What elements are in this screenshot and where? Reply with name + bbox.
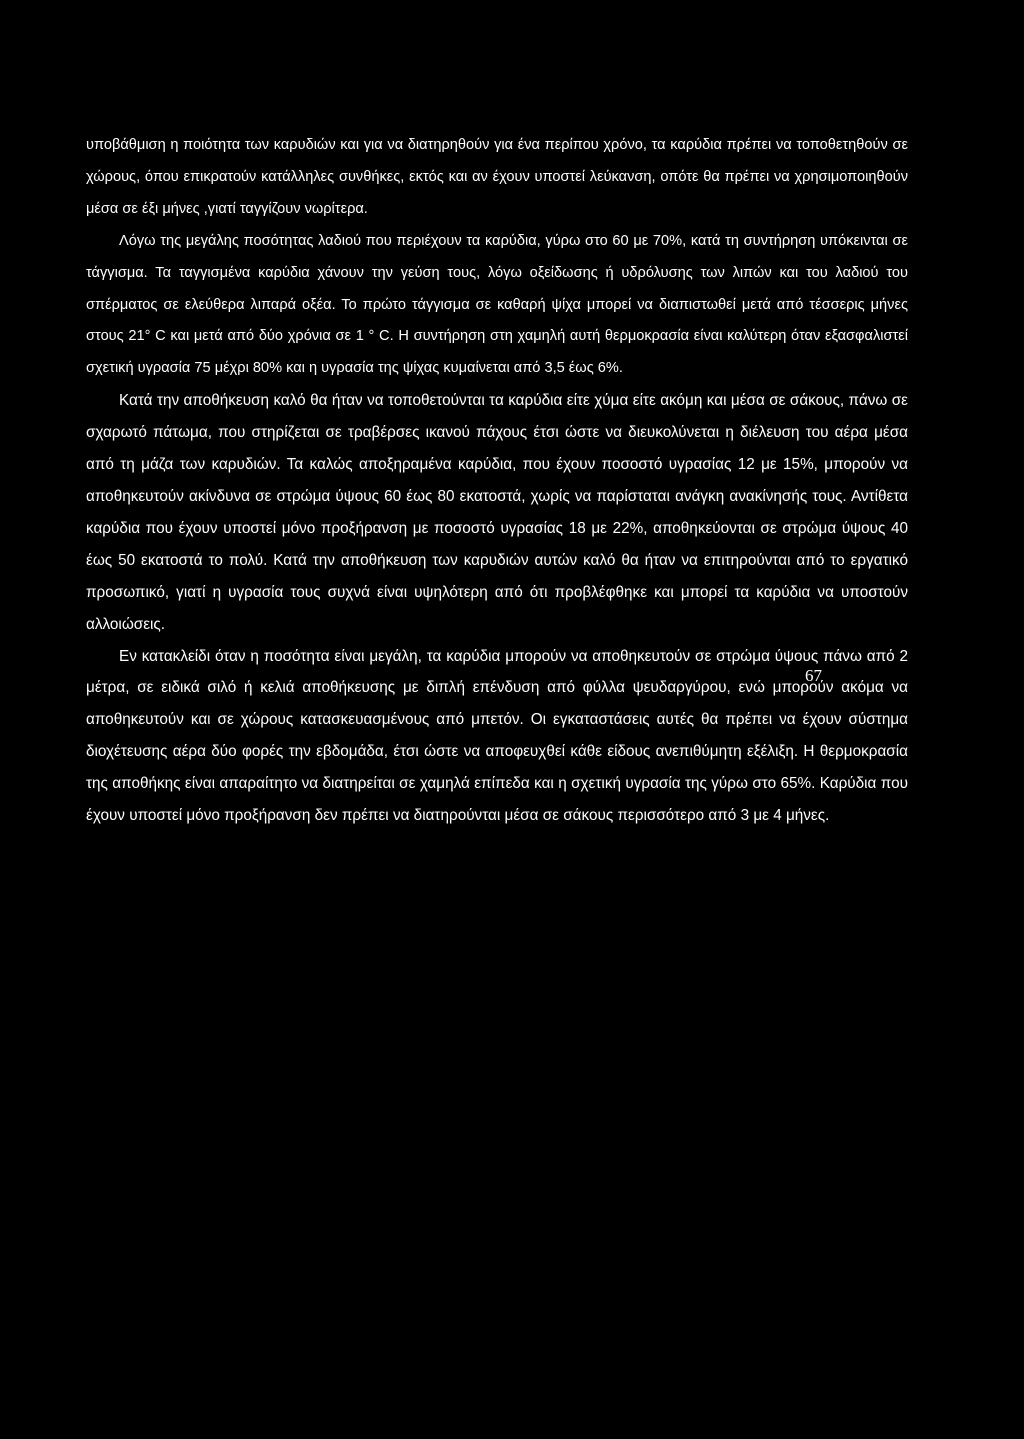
- paragraph-1: υποβάθμιση η ποιότητα των καρυδιών και για να διατηρηθούν για ένα περίπου χρόνο, τα καρύδια πρέπει να τοποθετηθούν σε χώρους, όπου επικρατούν κατάλληλες συνθήκες, εκτός και αν έχουν υποστεί λεύκανση, οπότε θα πρέπει να χρησιμοποιηθούν μέσα σε έξι μήνες ,γιατί ταγγίζουν νωρίτερα.: [86, 137, 908, 217]
- page-number: 67: [805, 666, 822, 685]
- paragraph-4: Εν κατακλείδι όταν η ποσότητα είναι μεγάλη, τα καρύδια μπορούν να αποθηκευτούν σε στρώμα ύψους πάνω από 2 μέτρα, σε ειδικά σιλό ή κελιά αποθήκευσης με διπλή επένδυση από φύλλα ψευδαργύρου, ενώ μπορούν ακόμα να αποθηκευτούν και σε χώρους κατασκευασμένους από μπετόν. Οι εγκαταστάσεις αυτές θα πρέπει να έχουν σύστημα διοχέτευσης αέρα δύο φορές την εβδομάδα, έτσι ώστε να αποφευχθεί κάθε είδους ανεπιθύμητη εξέλιξη. Η θερμοκρασία της αποθήκης είναι απαραίτητο να διατηρείται σε χαμηλά επίπεδα και η σχετική υγρασία της γύρω στο 65%. Καρύδια που έχουν υποστεί μόνο προξήρανση δεν πρέπει να διατηρούνται μέσα σε σάκους περισσότερο από 3 με 4 μήνες.: [86, 647, 908, 825]
- paragraph-2: Λόγω της μεγάλης ποσότητας λαδιού που περιέχουν τα καρύδια, γύρω στο 60 με 70%, κατά τη συντήρηση υπόκεινται σε τάγγισμα. Τα ταγγισμένα καρύδια χάνουν την γεύση τους, λόγω οξείδωσης ή υδρόλυσης των λιπών και του λαδιού του σπέρματος σε ελεύθερα λιπαρά οξέα. Το πρώτο τάγγισμα σε καθαρή ψίχα μπορεί να διαπιστωθεί μετά από τέσσερις μήνες στους 21° C και μετά από δύο χρόνια σε 1 ° C. Η συντήρηση στη χαμηλή αυτή θερμοκρασία είναι καλύτερη όταν εξασφαλιστεί σχετική υγρασία 75 μέχρι 80% και η υγρασία της ψίχας κυμαίνεται από 3,5 έως 6%.: [86, 232, 908, 377]
- document-page: [86, 130, 908, 832]
- paragraph-3: Κατά την αποθήκευση καλό θα ήταν να τοποθετούνται τα καρύδια είτε χύμα είτε ακόμη και μέσα σε σάκους, πάνω σε σχαρωτό πάτωμα, που στηρίζεται σε τραβέρσες ικανού πάχους έτσι ώστε να διευκολύνεται η διέλευση του αέρα μέσα από τη μάζα των καρυδιών. Τα καλώς αποξηραμένα καρύδια, που έχουν ποσοστό υγρασίας 12 με 15%, μπορούν να αποθηκευτούν ακίνδυνα σε στρώμα ύψους 60 έως 80 εκατοστά, χωρίς να παρίσταται ανάγκη ανακίνησής τους. Αντίθετα καρύδια που έχουν υποστεί μόνο προξήρανση με ποσοστό υγρασίας 18 με 22%, αποθηκεύονται σε στρώμα ύψους 40 έως 50 εκατοστά το πολύ. Κατά την αποθήκευση των καρυδιών αυτών καλό θα ήταν να επιτηρούνται από το εργατικό προσωπικό, γιατί η υγρασία τους συχνά είναι υψηλότερη από ότι προβλέφθηκε και μπορεί τα καρύδια να υποστούν αλλοιώσεις.: [86, 392, 908, 633]
